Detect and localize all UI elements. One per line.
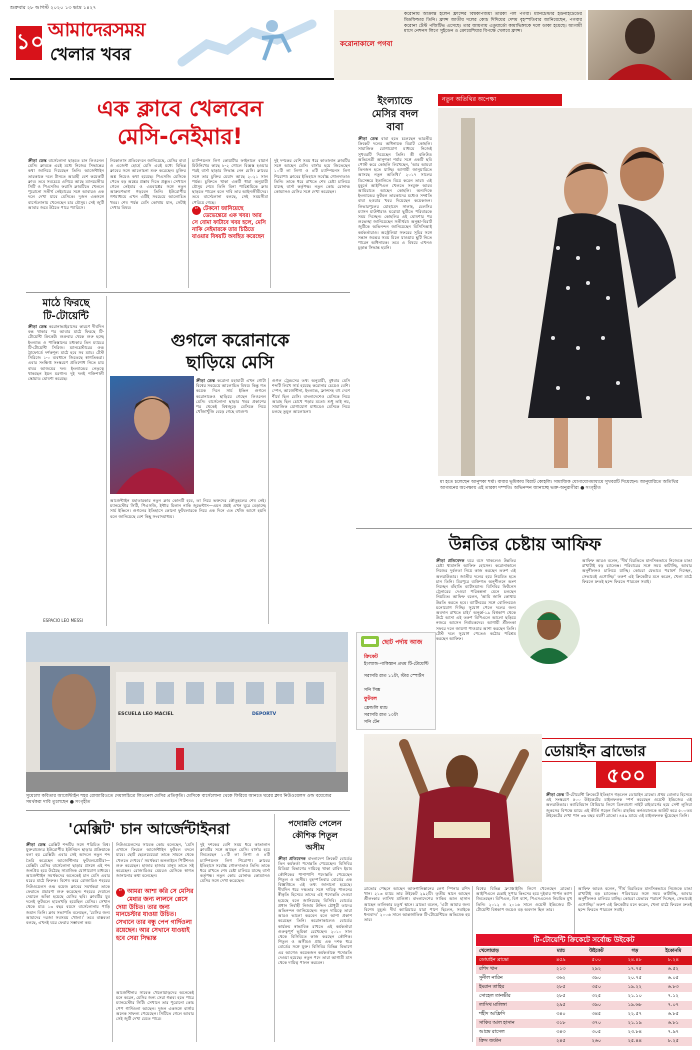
t20-headline-1: মাঠে ফিরছে: [42, 298, 90, 309]
afif-body-text: ঘরে বসে থাকলেও উন্নতির চেষ্টা থামাননি আফিফ হোসেন। করোনাকালে নিজের দুর্বলতা নিয়ে কাজ করছেন তরুণ এই অলরাউন্ডার। জাতীয় দলের হয়ে নিয়মিত হতে চান তিনি। মিরপুরে ব্যক্তিগত অনুশীলনে অংশ নিচ্ছেন বাঁহাতি ব্যাটসম্যান। বিসিবির ফিটনেস ট্রেনারের দেওয়া পরিকল্পনা মেনে চলছেন নিয়মিত। আফিফ বলেন, 'আমি জানি কোথায় উন্নতি করতে হবে। ব্যাটিংয়ের সঙ্গে বোলিংয়েও মনোযোগ দিচ্ছি। সুযোগ পেলে দলের জন্য অবদান রাখতে চাই।' অনূর্ধ্ব-১৯ বিশ্বকাপ থেকে উঠে আসা এই তরুণ বিপিএলে আলো ছড়িয়ে নজরে আসেন নির্বাচকদের। আগামী শ্রীলংকা সফরে দলে জায়গা পাওয়ার আশা করছেন তিনি। টেস্ট দলে সুযোগ পেতেও কঠোর পরিশ্রম করছেন আফিফ।: [436, 558, 516, 642]
afif-headline: উন্নতির চেষ্টায় আফিফ: [448, 535, 602, 555]
mexit-body-4: দুই দশকের বেশি সময় ধরে কাতালান ক্লাবটির সঙ্গে আছেন মেসি। বার্সার হয়ে জিতেছেন ১০টি লা লিগা ও ৪টি চ্যাম্পিয়নস লিগ শিরোপা। ক্লাবের ইতিহাসে সর্বোচ্চ গোলদাতাও তিনি। তাকে ধরে রাখতে শেষ চেষ্টা চালিয়ে যাচ্ছে বার্সা কর্তৃপক্ষ। নতুন কোচ রোনাল্ড কোম্যানও মেসির সঙ্গে দেখা করেছেন।: [200, 842, 270, 884]
table-cell: ২৬০: [591, 1039, 602, 1044]
mexit-body-3: আর্জেন্টিনার সাবেক খেলোয়াড়দের অনেকেই মনে করেন, মেসির জন্য সেরা গন্তব্য হতে পারে ম্যানচেস্টার সিটি। সেখানে তার পুরোনো কোচ পেপ গার্দিওলা আছেন। দুজন একসঙ্গে বার্সায় অনেক সাফল্য পেয়েছেন। সিটিতে গেলে আবার সেই জুটি দেখা যেতে পারে।: [116, 990, 194, 1022]
divider: [188, 158, 189, 288]
google-body-3: আর্জেন্টাইন মহাতারকার নতুন ক্লাব কোনটি হবে, তা নিয়ে ভক্তদের কৌতূহলের শেষ নেই। ম্যানচেস্টার সিটি, পিএসজি, ইন্টার মিলান নাকি জুভেন্টাস—এমন প্রশ্নই এখন ঘুরে বেড়াচ্ছে সার্চ ইঞ্জিনে। গুগলের ইতিহাসে কোনো ফুটবলারকে নিয়ে এক দিনে এত খোঁজ আগে হয়নি বলে জানিয়েছে বেশ কিছু সংবাদমাধ্যম।: [110, 498, 266, 519]
couple-illustration-icon: [438, 108, 692, 476]
table-cell: ৬.৮৫: [667, 1012, 679, 1017]
divider: [26, 810, 350, 811]
table-cell: ৩৭০: [591, 1021, 602, 1026]
divider: [274, 814, 275, 1042]
table-cell: ৬.০৫: [667, 976, 679, 981]
table-cell: ৮.২৪: [667, 958, 679, 963]
divider: [270, 158, 271, 288]
wickets-table: [476, 947, 692, 1046]
table-cell: ২১৩: [556, 967, 566, 972]
mexit-byline: ক্রীড়া ডেস্ক: [26, 842, 46, 847]
table-row: [476, 983, 692, 992]
mexit-body-text: ব্রেক্সিট শব্দটির সঙ্গে পরিচিত বিশ্ব। যুক্তরাজ্যের ইউরোপীয় ইউনিয়ন ছাড়ার প্রক্রিয়াকে বলা হয় ব্রেক্সিট। এবার সেই আদলে নতুন শব্দ তৈরি করেছেন আর্জেন্টিনার ফুটবলপ্রেমীরা—মেক্সিট। মেসির বার্সেলোনা ছাড়ার প্রসঙ্গে এই শব্দ জনপ্রিয় হয়ে উঠেছে সামাজিক যোগাযোগ মাধ্যমে। আর্জেন্টাইন সমর্থকদের অনেকেই চান মেসি এবার ঘরের মাঠে ফিরুক। বিশেষ করে রোজারিও শহরের নিউওয়েলস ওল্ড বয়েজ ক্লাবের সমর্থকরা তাকে ফেরাতে প্রচারণা শুরু করেছেন। শহরের দেয়ালে দেয়ালে আঁকা হয়েছে মেসির ছবি। ক্লাবটির যুব দলেই ফুটবলে হাতেখড়ি হয়েছিল মেসির। সেখান থেকে মাত্র ১৩ বছর বয়সে বার্সেলোনায় পাড়ি জমান তিনি। ক্লাব সভাপতি বলেছেন, 'মেসির জন্য আমাদের দরজা সবসময় খোলা।' তবে বাস্তবতা বলছে, এখনই ঘরে ফেরার সম্ভাবনা কম।: [26, 842, 110, 926]
mural-sign-sponsor: DEPORTV: [252, 712, 277, 717]
table-cell: সাকিব আল হাসান: [479, 1021, 515, 1026]
table-cell: ক্রিস জর্ডান: [479, 1039, 502, 1044]
messi-byline: ক্রীড়া ডেস্ক: [28, 158, 47, 163]
table-cell: ৩৪৩: [556, 1030, 566, 1035]
divider: [574, 886, 575, 934]
mexit-quote: [116, 888, 194, 988]
messi-body-2: নিকোলাস প্রতিবেদনে জানিয়েছে, মেসির বাবা ও এজেন্ট হোর্হে মেসি এরই মধ্যে বিভিন্ন ক্লাবের সঙ্গে আলোচনা শুরু করেছেন। চুক্তির অঙ্ক নিয়েও কথা হয়েছে। পিএসজি মেসিকে পেতে বড় অঙ্কের প্রস্তাব দিতে প্রস্তুত। সেখানে গেলে নেইমার ও এমবাপ্পের সঙ্গে নতুন আক্রমণভাগ গড়বেন তিনি। ইউরোপীয় গণমাধ্যমে এখন এটিই সবচেয়ে আলোচিত খবর। শেষ পর্যন্ত মেসি কোথায় যান, সেটাই দেখার বিষয়।: [110, 158, 186, 210]
google-byline: ক্রীড়া ডেস্ক: [196, 378, 216, 383]
header-rule: [10, 78, 340, 80]
runner-icon: [172, 12, 322, 72]
virat-headline-2: মেসির বদল: [371, 109, 419, 120]
table-cell: ২২.৫৭: [627, 1012, 642, 1017]
table-cell: ৩১৮: [556, 1021, 566, 1026]
table-cell: ৩৯০: [591, 976, 602, 981]
table-cell: ২৯২: [591, 967, 602, 972]
messi-body-3: চ্যাম্পিয়নস লিগ কোয়ার্টার ফাইনালে বায়ার্ন মিউনিখের কাছে ৮-২ গোলে বিধ্বস্ত হওয়ার পরই বার্সা ছাড়ার সিদ্ধান্ত নেন মেসি। ক্লাবের সঙ্গে তার চুক্তির মেয়াদ আছে ২০২১ সাল পর্যন্ত। চুক্তিতে থাকা একটি ধারা অনুযায়ী মৌসুম শেষে তিনি বিনা পারিশ্রমিকে ক্লাব ছাড়তে পারেন বলে দাবি তার আইনজীবীদের। তবে বার্সেলোনা বলছে, সেই সময়সীমা পেরিয়ে গেছে।: [192, 158, 268, 205]
table-cell: ৩০৫: [591, 1030, 602, 1035]
table-row: [476, 1019, 692, 1028]
quote-mark-icon: “: [192, 206, 201, 215]
table-cell: ৬.৫২: [667, 967, 679, 972]
table-cell: ২৩.৮৪: [627, 1030, 642, 1035]
virat-anushka-photo: [438, 108, 692, 476]
kaushik-body: [278, 856, 352, 1042]
table-cell: ৩৪৫: [591, 1012, 602, 1017]
afif-photo: [518, 600, 580, 664]
google-headline-1: গুগলে করোনাকে: [170, 331, 290, 351]
column-title: করোনাকালে পগবা: [340, 40, 393, 48]
table-cell: ২১.১০: [627, 994, 642, 999]
table-cell: ২৯৫: [556, 1003, 566, 1008]
table-title: টি-টোয়েন্টি ক্রিকেটে সর্বোচ্চ উইকেট: [476, 934, 692, 946]
brand-logo: আমাদেরসময়: [48, 19, 146, 41]
kaushik-headline-2: কৌশিক শিতুল: [292, 831, 338, 840]
kaushik-body-text: বাংলাদেশ ক্রিকেট বোর্ডের তিন কর্মকর্তা পদোন্নতি পেয়েছেন। বিসিবির মিডিয়া বিভাগের দায়িত্বে থাকা রাবিদ ইমাম কৌশিকের পাশাপাশি পদোন্নতি পেয়েছেন শিতুল ও অসীম। বৃহস্পতিবার বোর্ডের এক বিজ্ঞপ্তিতে এই তথ্য জানানো হয়েছে। দীর্ঘদিন ধরে দক্ষতার সঙ্গে দায়িত্ব পালনের স্বীকৃতি হিসেবে তাদের এই পদোন্নতি দেওয়া হয়েছে বলে জানিয়েছে বিসিবি। বোর্ডের প্রধান নির্বাহী নিজাম উদ্দিন চৌধুরী তাদের অভিনন্দন জানিয়েছেন। নতুন দায়িত্বে তারা আরও ভালো করবেন বলে আশা প্রকাশ করেছেন তিনি। করোনাকালেও বোর্ডের কার্যক্রম স্বাভাবিক রাখতে এই কর্মকর্তারা গুরুত্বপূর্ণ ভূমিকা রেখেছেন। ২০১০ সাল থেকে বিসিবিতে কাজ করছেন কৌশিক। শিতুল ও অসীমও প্রায় এক দশক ধরে বোর্ডের সঙ্গে যুক্ত। বিসিবির বিভিন্ন বিভাগে এর আগেও কয়েকজন কর্মকর্তাকে পদোন্নতি দেওয়া হয়েছে। নতুন পদে তারা আগামী মাস থেকে দায়িত্ব পালন করবেন।: [278, 856, 352, 966]
t20-byline: ক্রীড়া ডেস্ক: [28, 324, 47, 329]
table-cell: ২৮৫: [556, 985, 566, 990]
table-cell: রশিদ খান: [479, 967, 498, 972]
quote-mark-icon: “: [116, 888, 125, 897]
table-row: [476, 956, 692, 965]
messi-headline-2: মেসি-নেইমার!: [117, 125, 243, 150]
table-header-row: [476, 947, 692, 956]
divider: [106, 158, 107, 288]
table-cell: ২১.১৯: [627, 1021, 642, 1026]
bravo-illustration-icon: [364, 734, 542, 882]
t20-headline-2: টি-টোয়েন্টি: [43, 311, 89, 322]
mexit-quote-text: আমরা আশা করি সে মেসির মেধার জন্য লালনে প্লেসে দেয়া উচিত। তার জন্য মানচেস্টার যাওয়া উচিত। সেখানে তার বন্ধু পেপ গার্দিওলা রয়েছেন। আর সেখানে যাওয়াই হবে সেরা সিদ্ধান্ত: [116, 888, 194, 942]
table-cell: ১৯.২২: [627, 985, 642, 990]
mexit-body-2: নিউওয়েলসের সাবেক কোচ বলেছেন, 'মেসি এখানে ফিরলে আর্জেন্টাইন ফুটবল বদলে যাবে। ছোট ছেলেমেয়েরা তাকে সামনে থেকে খেলতে দেখবে।' সমর্থকরা অনলাইনে পিটিশনও শুরু করেছেন। হাজার হাজার মানুষ তাতে সই করেছেন। রোজারিওর মেয়রও মেসিকে স্বাগত জানানোর কথা বলেছেন।: [116, 842, 194, 879]
table-row: [476, 1010, 692, 1019]
table-header-cell: খেলোয়াড়: [479, 949, 499, 954]
tv-item-channel: সনি সিক্স: [364, 688, 381, 693]
mexit-headline: 'মেক্সিট' চান আর্জেন্টাইনরা: [68, 820, 230, 838]
messi-quote-text: টেকনো জানিয়েছে ডেভেন্তেরে এক খবর। আর সে বোমা ফাটাবে খবর হলে, মেসি নাকি নেইমারকে তার চিঠিতে যাওয়ার বিষয়টি অবহিত করেছেন: [192, 206, 266, 240]
tv-item-channel: সনি টেন: [364, 720, 380, 725]
virat-headline-3: বাবা: [386, 122, 404, 133]
divider: [26, 292, 350, 293]
afif-body-2: আফিফ আরও বলেন, 'দীর্ঘ বিরতিতে মানসিকভাবে নিজেকে চাঙা রাখাটাই বড় চ্যালেঞ্জ। পরিবারের সঙ্গে সময় কাটাচ্ছি, আবার অনুশীলনও চালিয়ে যাচ্ছি। কোচরা যেভাবে পরামর্শ দিচ্ছেন, সেভাবেই এগোচ্ছি।' তরুণ এই ক্রিকেটার মনে করেন, খেলা মাঠে ফিরলে দ্রুতই ছন্দে ফিরতে পারবেন সবাই।: [582, 558, 692, 584]
table-cell: ৮.২৫: [667, 1039, 679, 1044]
mexit-body: [26, 842, 110, 1042]
table-cell: ১৭.৭৫: [627, 967, 642, 972]
tv-item-sport: ক্রিকেট: [364, 654, 378, 660]
messi-headline-1: এক ক্লাবে খেলবেন: [96, 97, 264, 122]
google-body-1: [196, 378, 266, 494]
mural-sign: ESPACIO LEO MESSI: [43, 618, 83, 623]
table-cell: ইমরান তাহির: [479, 985, 505, 990]
google-headline-2: ছাড়িয়ে মেসি: [186, 353, 274, 373]
tv-item-sport: ফুটবল: [364, 696, 377, 702]
section-title: খেলার খবর: [50, 45, 131, 65]
mural-sign-school: ESCUELA LEO MACIEL: [118, 712, 174, 717]
afif-byline: ক্রীড়া প্রতিবেদক: [436, 558, 465, 563]
table-cell: ৭.১২: [667, 994, 679, 999]
table-row: [476, 1028, 692, 1037]
divider: [356, 528, 692, 529]
table-header-cell: ম্যাচ: [556, 949, 565, 954]
divider: [196, 842, 197, 1042]
player-silhouette-icon: [588, 10, 692, 80]
table-header-cell: ইকোনমি: [665, 949, 682, 954]
afif-body: [436, 558, 516, 718]
table-cell: ৬.৮৩: [667, 985, 679, 990]
google-body-2: গুগল ট্রেন্ডসের তথ্য অনুযায়ী, বুধবার মেসি শব্দটি লিখে সার্চ হয়েছে করোনার চেয়েও বেশি। স্পেন, আর্জেন্টিনা, ইংল্যান্ড, ফ্রান্সসহ বহু দেশে শীর্ষে ছিল মেসি। বাংলাদেশেও মেসিকে নিয়ে আগ্রহ ছিল চোখে পড়ার মতো। শুধু তাই নয়, সামাজিক যোগাযোগ মাধ্যমেও মেসিকে নিয়ে চলছে তুমুল আলোচনা।: [272, 378, 350, 415]
table-cell: ৭.৯৭: [667, 1030, 679, 1035]
table-cell: শহীদ আফ্রিদি: [479, 1012, 505, 1017]
kaushik-byline: ক্রীড়া প্রতিবেদক: [278, 856, 306, 861]
messi-body-1: [28, 158, 104, 286]
table-cell: ২৪৫: [556, 1039, 566, 1044]
bravo-headline-1: ডোয়াইন ব্রাভোর: [544, 742, 646, 760]
bravo-body-3: বিশ্বের বিভিন্ন ফ্র্যাঞ্চাইজি লিগে খেলেছেন ব্রাভো। আইপিএলে চেন্নাই সুপার কিংসের হয়ে দুইবার পার্পল ক্যাপ জিতেছেন। বিপিএল, বিগ ব্যাশ, পিএসএলেও নিয়মিত মুখ তিনি। ২০১২ ও ২০১৬ সালে ওয়েস্ট ইন্ডিজের টি-টোয়েন্টি বিশ্বকাপ জয়েও বড় অবদান ছিল তার।: [476, 886, 572, 912]
table-cell: ৪৫৯: [556, 958, 566, 963]
t20-body-text: করোনাভাইরাসের কারণে দীর্ঘদিন বন্ধ থাকার পর আবার মাঠে ফিরছে টি-টোয়েন্টি ক্রিকেট। শুক্রবার থেকে শুরু হচ্ছে ইংল্যান্ড ও পাকিস্তানের মধ্যকার তিন ম্যাচের টি-টোয়েন্টি সিরিজ। ম্যানচেস্টারের ওল্ড ট্রাফোর্ডে দর্শকশূন্য মাঠে হবে সব ম্যাচ। টেস্ট সিরিজে ১-০ ব্যবধানে জিতেছে স্বাগতিকরা। এবার সংক্ষিপ্ত সংস্করণে প্রতিশোধ নিতে চায় বাবর আজমের দল। ইংল্যান্ডের নেতৃত্বে থাকছেন ইয়ন মরগান। দুই দলই শক্তিশালী স্কোয়াড ঘোষণা করেছে।: [28, 324, 104, 382]
table-cell: ২৪.৪৮: [627, 958, 642, 963]
table-cell: ৬.৮১: [667, 1021, 679, 1026]
table-cell: সোহেল তানভীর: [479, 994, 511, 999]
messi-photo: [110, 376, 194, 494]
bravo-body-2: ব্রাভোর পেছনে আছেন আফগানিস্তানের লেগ স্পিনার রশিদ খান। ২১৩ ম্যাচে তার উইকেট ২৯২টি। তৃতীয় স্থানে আছেন শ্রীলংকার লাসিথ মালিঙ্গা। বাংলাদেশের সাকিব আল হাসান আছেন তালিকার চতুর্থ স্থানে। ব্রাভো বলেন, 'এটা আমার জন্য বিশেষ মুহূর্ত। দীর্ঘ ক্যারিয়ারে যারা পাশে ছিলেন, সবাইকে ধন্যবাদ।' ২০০৬ সালে আন্তর্জাতিক টি-টোয়েন্টিতে অভিষেক হয় তার।: [364, 886, 470, 923]
table-cell: ৭.০৭: [667, 1003, 679, 1008]
bravo-byline: ক্রীড়া ডেস্ক: [546, 792, 565, 797]
table-row: [476, 992, 692, 1001]
table-header-cell: উইকেট: [589, 949, 604, 954]
tv-title: ছোট পর্দায় আজ: [382, 639, 423, 646]
tv-item-title: ইংল্যান্ড-পাকিস্তান প্রথম টি-টোয়েন্টি: [364, 662, 429, 667]
bravo-500-badge: ৫০০: [596, 762, 656, 788]
bravo-body-4: আফিফ আরও বলেন, 'দীর্ঘ বিরতিতে মানসিকভাবে নিজেকে চাঙা রাখাটাই বড় চ্যালেঞ্জ। পরিবারের সঙ্গে সময় কাটাচ্ছি, আবার অনুশীলনও চালিয়ে যাচ্ছি। কোচরা যেভাবে পরামর্শ দিচ্ছেন, সেভাবেই এগোচ্ছি।' তরুণ এই ক্রিকেটার মনে করেন, খেলা মাঠে ফিরলে দ্রুতই ছন্দে ফিরতে পারবেন সবাই।: [578, 886, 692, 912]
tv-item-time: সরাসরি রাত ১০টা: [364, 713, 398, 718]
virat-headline-1: ইংল্যান্ডে: [377, 96, 413, 107]
table-cell: লাসিথ মালিঙ্গা: [479, 1003, 507, 1008]
virat-body: [358, 136, 432, 524]
table-cell: ডোয়াইন ব্রাভো: [479, 958, 509, 963]
virat-kicker: নতুন অতিথির অপেক্ষা: [438, 94, 562, 106]
virat-byline: ক্রীড়া ডেস্ক: [358, 136, 378, 141]
table-cell: ১৯.৬৮: [627, 1003, 642, 1008]
table-cell: ২০.৭৫: [627, 976, 642, 981]
player-silhouette-icon: [518, 600, 580, 664]
virat-caption: মা হতে চলেছেন আনুশকা শর্মা। বাবার ভূমিকায় বিরাট কোহলি। সামাজিক যোগাযোগমাধ্যমে সুখবরটি দিয়েছেন। জানুয়ারিতে অতিথির আগমনের অপেক্ষায় এই তারকা দম্পতি। অভিনন্দন জানাচ্ছে ভক্ত-অনুরাগীরা ● সংগৃহীত: [440, 480, 679, 491]
tv-icon: [360, 634, 380, 650]
divider: [106, 296, 107, 626]
column-text: করোনায় আক্রান্ত হলেন ফ্রান্সের বিশ্বকাপজয়ী তারকা পল পগবা। ম্যানচেস্টার ইউনাইটেডের মিডফিল্ডার তিনি। ফ্রান্স জাতীয় দলের কোচ দিদিয়ের দেশম বৃহস্পতিবার জানিয়েছেন, পগবার করোনা টেস্ট পজিটিভ এসেছে। তার জায়গায় এডুয়ার্ডো কামাভিঙ্গাকে দলে ডাকা হয়েছে। আগামী মাসে নেশনস লিগে সুইডেন ও ক্রোয়েশিয়ার বিপক্ষে খেলবে ফ্রান্স।: [404, 12, 582, 35]
table-row: [476, 1037, 692, 1046]
messi-quote: [192, 206, 268, 268]
table-cell: ২৮৫: [556, 994, 566, 999]
divider: [268, 378, 269, 624]
player-silhouette-icon: [110, 376, 194, 494]
bravo-photo: [364, 734, 542, 882]
table-cell: ৩৫০: [591, 985, 602, 990]
page-number: ১০: [16, 26, 42, 60]
divider: [112, 842, 113, 1042]
divider: [472, 886, 473, 1042]
table-row: [476, 965, 692, 974]
table-cell: ৩৯০: [591, 1003, 602, 1008]
virat-body-text: বাবা হতে চলেছেন ভারতীয় ক্রিকেট দলের অধিনায়ক বিরাট কোহলি। সামাজিক যোগাযোগ মাধ্যমে নিজেই সুখবরটি দিয়েছেন তিনি। স্ত্রী বলিউড অভিনেত্রী আনুশকা শর্মার সঙ্গে একটি ছবি পোস্ট করে কোহলি লিখেছেন, 'আর আমরা তিনজন হতে যাচ্ছি। আগামী জানুয়ারিতে আসছে নতুন অতিথি।' ২০১৭ সালের ডিসেম্বরে ইতালিতে বিয়ে করেন তারা। এই মুহূর্তে আইপিএল খেলতে সংযুক্ত আরব আমিরাতে আছেন কোহলি। অন্যদিকে ইংল্যান্ডের ফুটবল তারকাদের মধ্যেও সম্প্রতি বাবা হওয়ার খবর দিয়েছেন কয়েকজন। লিভারপুলের মোহামেদ সালাহ, চেলসির ম্যাসন মাউন্টরাও ঘরোয়া ছুটিতে পরিবারকে সময় দিচ্ছেন। কোহলির এই ঘোষণার পর শুভেচ্ছা জানিয়েছেন সতীর্থরা। অনুষ্কা-বিরাট জুটিকে অভিনন্দন জানিয়েছেন বিসিসিআই কর্মকর্তারাও। অস্ট্রেলিয়া সফরের সূচির সঙ্গে সন্তান জন্মের সময় মিলে যাওয়ায় ছুটি নিতে পারেন অধিনায়ক। তবে এ বিষয়ে এখনও চূড়ান্ত সিদ্ধান্ত হয়নি।: [358, 136, 432, 251]
bravo-body-1-text: টি-টোয়েন্টি ক্রিকেটে ইতিহাস গড়লেন ডোয়াইন ব্রাভো। প্রথম বোলার হিসেবে এই সংস্করণে ৫০০ উইকেটের মাইলফলক স্পর্শ করেছেন ওয়েস্ট ইন্ডিজের এই অলরাউন্ডার। ক্যারিবিয়ান প্রিমিয়ার লিগে ত্রিনবাগো নাইট রাইডার্সের হয়ে সেন্ট লুসিয়া জুকসের বিপক্ষে ম্যাচে এই কীর্তি গড়েন তিনি। রাহকিম কর্নওয়ালকে আউট করে ৫০০তম উইকেটের দেখা পান ৩৬ বছর বয়সী ব্রাভো। ৪৫৯ ম্যাচে এই মাইলফলক ছুঁয়েছেন তিনি।: [546, 792, 692, 818]
table-cell: ৩৬২: [556, 976, 566, 981]
t20-body: [28, 324, 104, 626]
tv-item-time: সরাসরি রাত ১১টা, স্টার স্পোর্টস: [364, 674, 425, 679]
pogba-photo: [588, 10, 692, 80]
mural-caption: সুয়েলো কবিতার আর্জেন্টাইন শহর রোজারিওতে দেয়ালচিত্রে লিওনেল মেসির প্রতিকৃতি। মেসিকে বার্সেলোনা থেকে ফিরিয়ে আনতে ঘরের ক্লাব নিউওয়েলস ওল্ড বয়েজের সমর্থকরা দাবি তুলেছেন ● সংগৃহীত: [26, 794, 332, 805]
table-row: [476, 1001, 692, 1010]
table-cell: ৫০০: [591, 958, 602, 963]
kaushik-headline-1: পদোন্নতি পেলেন: [288, 819, 342, 828]
tv-item-title: ফ্রেন্ডলি ম্যাচ: [364, 706, 388, 711]
table-cell: ২৫.৪৪: [627, 1039, 642, 1044]
table-cell: ৩৪০: [556, 1012, 566, 1017]
google-body-1-text: করোনা মহামারী এখন গোটা বিশ্বের সবচেয়ে আলোচিত বিষয়। কিন্তু গত কয়েক দিনে সার্চ ইঞ্জিন গুগলে করোনাকেও ছাড়িয়ে গেছেন লিওনেল মেসি। বার্সেলোনা ছাড়ার খবর প্রকাশের পর থেকেই বিশ্বজুড়ে মেসিকে নিয়ে খোঁজাখুঁজি বেড়ে গেছে বহুগুণ।: [196, 378, 266, 415]
table-cell: আন্দ্রে রাসেল: [479, 1030, 505, 1035]
table-cell: ৩২৫: [591, 994, 602, 999]
table-row: [476, 974, 692, 983]
table-cell: সুনীল নারিন: [479, 976, 503, 981]
table-header-cell: গড়: [631, 949, 639, 954]
bravo-body-1: [546, 792, 692, 882]
kaushik-headline-3: অসীম: [305, 843, 325, 852]
messi-body-1-text: বার্সেলোনা ছাড়তে চান লিওনেল মেসি। ক্লাবকে এরই মধ্যে নিজের সিদ্ধান্তের কথা জানিয়ে দিয়েছেন তিনি। আর্জেন্টাইন তারকাকে দলে টানতে আগ্রহী বেশ কয়েকটি ক্লাব। তবে সবচেয়ে এগিয়ে আছে ম্যানচেস্টার সিটি ও পিএসজি। ফরাসি ক্লাবটিতে খেললে পুরোনো সতীর্থ নেইমারের সঙ্গে আবারও এক দলে দেখা যাবে মেসিকে। দুজন একসঙ্গে বার্সেলোনায় খেলেছেন চার মৌসুম। সেই জুটি আবার জমে উঠতে পারে প্যারিসে।: [28, 158, 104, 210]
messi-body-4: দুই দশকের বেশি সময় ধরে কাতালান ক্লাবটির সঙ্গে আছেন মেসি। বার্সার হয়ে জিতেছেন ১০টি লা লিগা ও ৪টি চ্যাম্পিয়নস লিগ শিরোপা। ক্লাবের ইতিহাসে সর্বোচ্চ গোলদাতাও তিনি। তাকে ধরে রাখতে শেষ চেষ্টা চালিয়ে যাচ্ছে বার্সা কর্তৃপক্ষ। নতুন কোচ রোনাল্ড কোম্যানও মেসির সঙ্গে দেখা করেছেন।: [274, 158, 350, 195]
dateline: শুক্রবার ২৮ আগস্ট ২০২০ ১৩ ভাদ্র ১৪২৭: [10, 5, 97, 11]
